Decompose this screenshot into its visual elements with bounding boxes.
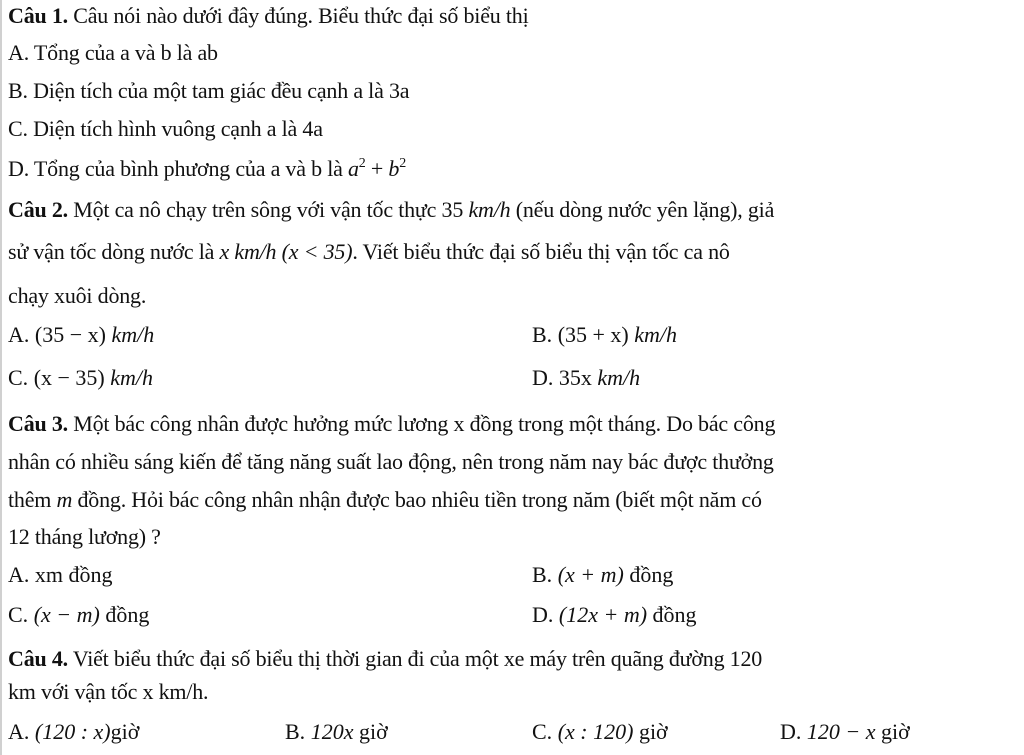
- q2-condition: (x < 35): [276, 239, 353, 264]
- q2-option-a-unit: km/h: [111, 322, 155, 347]
- q1-plus: +: [365, 156, 389, 181]
- q2-line-2: [8, 237, 1020, 267]
- q3-line-4: [8, 522, 1020, 552]
- q3-option-b-text: (x + m): [552, 562, 624, 587]
- q1-option-c-key: C.: [8, 116, 28, 141]
- q2-text-2b: . Viết biểu thức đại số biểu thị vận tốc ca nô: [352, 239, 730, 264]
- q4-option-b: [285, 717, 388, 747]
- q4-text-1: Viết biểu thức đại số biểu thị thời gian đi của một xe máy trên quãng đường 120: [67, 646, 763, 671]
- q2-option-c-key: C.: [8, 365, 29, 390]
- q2-line-1: [8, 195, 1020, 225]
- q4-option-c: [532, 717, 668, 747]
- q4-option-d: [780, 717, 910, 747]
- q2-option-d-key: D.: [532, 365, 554, 390]
- q3-option-c-text: (x − m): [28, 602, 100, 627]
- q2-option-d: [532, 363, 640, 393]
- q2-option-c-text: (x − 35): [28, 365, 111, 390]
- q4-option-a: [8, 717, 139, 747]
- q1-math-a: a: [347, 156, 359, 181]
- q2-text-1b: (nếu dòng nước yên lặng), giả: [510, 197, 775, 222]
- q4-option-d-text: 120 − x: [801, 719, 876, 744]
- q1-option-d-key: D.: [8, 156, 29, 181]
- q1-math-b: b: [388, 156, 400, 181]
- q1-option-a-key: A.: [8, 40, 29, 65]
- q3-option-c: [8, 600, 149, 630]
- q4-option-c-key: C.: [532, 719, 553, 744]
- q4-option-d-unit: giờ: [875, 719, 910, 744]
- q3-line-3: [8, 485, 1020, 515]
- q3-option-b: [532, 560, 673, 590]
- q4-option-d-key: D.: [780, 719, 802, 744]
- q1-option-b: [8, 76, 1020, 106]
- q4-option-c-unit: giờ: [633, 719, 668, 744]
- q1-exp-a: 2: [358, 156, 366, 171]
- q3-option-d-unit: đồng: [647, 602, 697, 627]
- q1-option-a: [8, 38, 1020, 68]
- q4-option-a-key: A.: [8, 719, 30, 744]
- q1-option-c: [8, 114, 1020, 144]
- q3-text-2: nhân có nhiều sáng kiến để tăng năng suất lao động, nên trong năm nay bác được thưởng: [8, 449, 774, 474]
- q2-option-a: [8, 320, 154, 350]
- q2-text-2x: x km/h: [219, 239, 277, 264]
- q1-label: Câu 1.: [8, 3, 68, 28]
- q1-option-c-text: Diện tích hình vuông cạnh a là 4a: [27, 116, 323, 141]
- q3-text-1: Một bác công nhân được hưởng mức lương x đồng trong một tháng. Do bác công: [67, 411, 776, 436]
- q4-option-b-key: B.: [285, 719, 306, 744]
- q4-label: Câu 4.: [8, 646, 68, 671]
- q1-option-d-text: Tổng của bình phương của a và b là: [29, 156, 348, 181]
- q4-option-b-unit: giờ: [353, 719, 388, 744]
- q1-text: Câu nói nào dưới đây đúng. Biểu thức đại số biểu thị: [67, 3, 529, 28]
- q3-option-a: [8, 560, 113, 590]
- q2-option-b-unit: km/h: [634, 322, 678, 347]
- q2-unit-1: km/h: [468, 197, 511, 222]
- q3-text-3b: đồng. Hỏi bác công nhân nhận được bao nhiêu tiền trong năm (biết một năm có: [72, 487, 762, 512]
- q3-option-d: [532, 600, 697, 630]
- q4-line-1: [8, 644, 1020, 674]
- q3-option-a-key: A.: [8, 562, 30, 587]
- q3-option-c-unit: đồng: [99, 602, 150, 627]
- q3-option-c-key: C.: [8, 602, 29, 627]
- q2-option-b: [532, 320, 677, 350]
- q2-text-3: chạy xuôi dòng.: [8, 283, 147, 308]
- q1-option-d: [8, 154, 1020, 184]
- q4-option-a-unit: giờ: [110, 719, 140, 744]
- q4-option-a-text: (120 : x): [29, 719, 111, 744]
- q1-option-a-text: Tổng của a và b là ab: [29, 40, 218, 65]
- q3-option-b-unit: đồng: [623, 562, 674, 587]
- q2-option-c: [8, 363, 153, 393]
- q2-option-c-unit: km/h: [110, 365, 154, 390]
- q1-heading: [8, 1, 1020, 31]
- q2-text-2a: sử vận tốc dòng nước là: [8, 239, 220, 264]
- q2-label: Câu 2.: [8, 197, 68, 222]
- q3-option-b-key: B.: [532, 562, 553, 587]
- q3-text-3m: m: [56, 487, 73, 512]
- q4-line-2: [8, 677, 1020, 707]
- q1-exp-b: 2: [399, 156, 407, 171]
- q2-option-d-text: 35x: [553, 365, 598, 390]
- q2-option-b-text: (35 + x): [552, 322, 635, 347]
- q2-option-b-key: B.: [532, 322, 553, 347]
- q1-option-b-text: Diện tích của một tam giác đều cạnh a là 3a: [27, 78, 410, 103]
- q2-option-d-unit: km/h: [597, 365, 641, 390]
- q3-option-d-text: (12x + m): [553, 602, 648, 627]
- q3-option-a-text: xm đồng: [29, 562, 113, 587]
- q4-option-c-text: (x : 120): [552, 719, 634, 744]
- q2-option-a-text: (35 − x): [29, 322, 112, 347]
- q2-option-a-key: A.: [8, 322, 30, 347]
- q3-line-2: [8, 447, 1020, 477]
- q2-line-3: [8, 281, 1020, 311]
- q4-option-b-text: 120x: [305, 719, 354, 744]
- q2-text-1: Một ca nô chạy trên sông với vận tốc thực 35: [67, 197, 469, 222]
- q3-line-1: [8, 409, 1020, 439]
- q3-label: Câu 3.: [8, 411, 68, 436]
- q3-option-d-key: D.: [532, 602, 554, 627]
- q3-text-4: 12 tháng lương) ?: [8, 524, 161, 549]
- q1-option-b-key: B.: [8, 78, 28, 103]
- q3-text-3a: thêm: [8, 487, 57, 512]
- q4-text-2: km với vận tốc x km/h.: [8, 679, 209, 704]
